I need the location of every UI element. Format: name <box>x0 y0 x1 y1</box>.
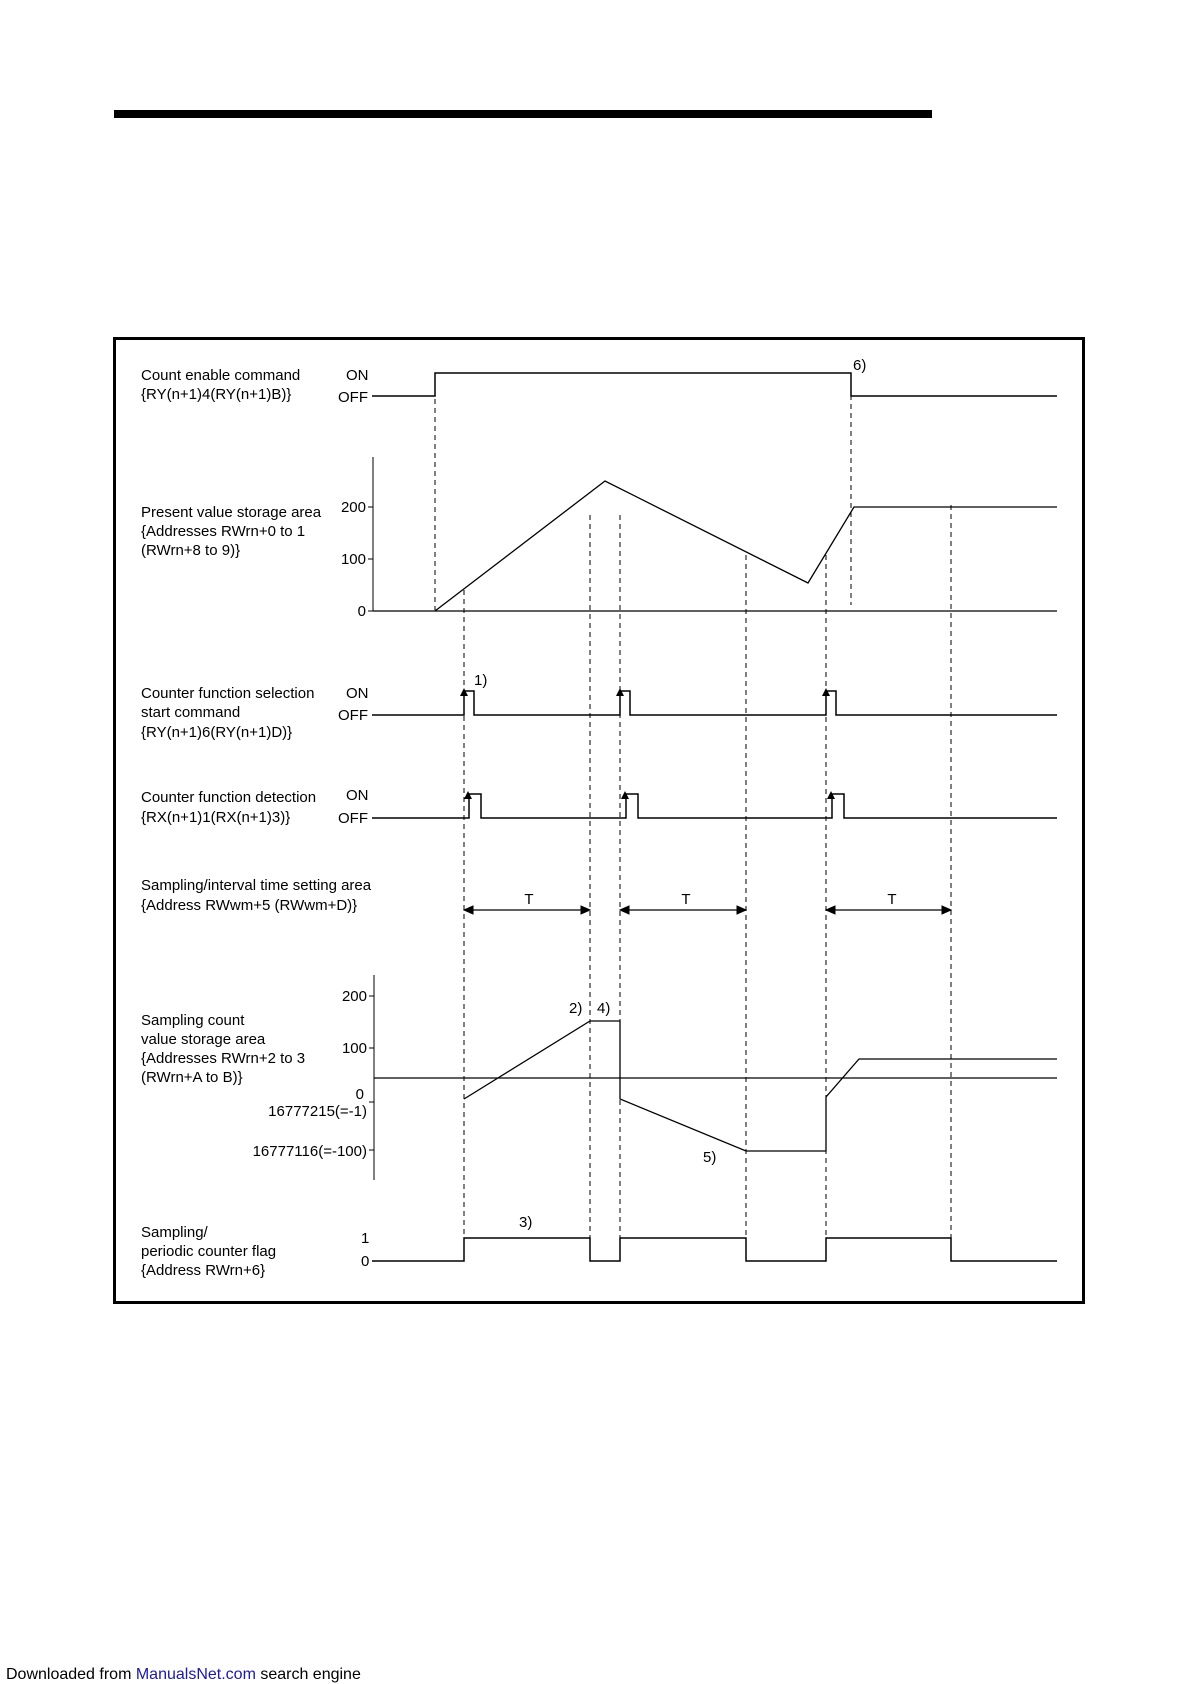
note-2: 2) <box>569 1000 583 1017</box>
count-enable-group <box>141 357 1057 406</box>
period-label: T <box>887 891 897 908</box>
present-value-label-3: (RWrn+8 to 9)} <box>141 542 241 559</box>
counter-select-label-3: {RY(n+1)6(RY(n+1)D)} <box>141 724 293 741</box>
counter-select-group <box>141 672 1057 741</box>
sampling-count-tick-label: 0 <box>355 1086 364 1103</box>
sampling-flag-group <box>141 1214 1057 1279</box>
counter-detect-on-label: ON <box>346 787 369 804</box>
sampling-count-curve <box>464 1021 1057 1151</box>
sampling-time-group <box>141 877 951 914</box>
sampling-count-tick-label: 200 <box>341 988 367 1005</box>
pulse-arrow <box>822 688 830 696</box>
count-enable-off-label: OFF <box>338 389 368 406</box>
counter-detect-waveform <box>372 794 1057 818</box>
counter-detect-off-label: OFF <box>338 810 368 827</box>
count-enable-label-1: Count enable command <box>141 367 301 384</box>
pulse-arrow <box>616 688 624 696</box>
sampling-time-label-2: {Address RWwm+5 (RWwm+D)} <box>141 897 358 914</box>
counter-detect-group <box>141 787 1057 827</box>
sampling-flag-low-label: 0 <box>361 1253 370 1270</box>
footer-prefix: Downloaded from <box>6 1666 136 1683</box>
note-1: 1) <box>474 672 488 689</box>
sampling-count-tick-label: 16777215(=-1) <box>268 1103 367 1120</box>
dashed-guides <box>435 390 951 1250</box>
present-value-tick-label: 0 <box>357 603 366 620</box>
period-label: T <box>524 891 534 908</box>
sampling-count-group <box>141 975 1057 1180</box>
count-enable-label-2: {RY(n+1)4(RY(n+1)B)} <box>141 386 292 403</box>
counter-select-on-label: ON <box>346 685 369 702</box>
present-value-group <box>141 457 1057 620</box>
sampling-flag-high-label: 1 <box>361 1230 370 1247</box>
present-value-tick-label: 200 <box>340 499 366 516</box>
note-3: 3) <box>519 1214 533 1231</box>
pulse-arrow <box>460 688 468 696</box>
counter-detect-label-1: Counter function detection <box>141 789 317 806</box>
sampling-flag-label-1: Sampling/ <box>141 1224 208 1241</box>
footer <box>6 1666 361 1684</box>
count-enable-waveform <box>372 373 1057 396</box>
counter-select-off-label: OFF <box>338 707 368 724</box>
sampling-flag-waveform <box>372 1238 1057 1261</box>
note-4: 4) <box>597 1000 611 1017</box>
sampling-time-label-1: Sampling/interval time setting area <box>141 877 372 894</box>
counter-select-label-2: start command <box>141 704 241 721</box>
sampling-count-tick-label: 16777116(=-100) <box>252 1143 367 1160</box>
counter-detect-label-2: {RX(n+1)1(RX(n+1)3)} <box>141 809 291 826</box>
footer-suffix: search engine <box>255 1666 361 1683</box>
period-label: T <box>681 891 691 908</box>
sampling-count-label-4: (RWrn+A to B)} <box>141 1069 243 1086</box>
present-value-label-2: {Addresses RWrn+0 to 1 <box>141 523 306 540</box>
counter-select-label-1: Counter function selection <box>141 685 315 702</box>
counter-select-waveform <box>372 691 1057 715</box>
present-value-label-1: Present value storage area <box>141 504 322 521</box>
count-enable-on-label: ON <box>346 367 369 384</box>
sampling-count-label-3: {Addresses RWrn+2 to 3 <box>141 1050 306 1067</box>
sampling-flag-label-3: {Address RWrn+6} <box>141 1262 266 1279</box>
pulse-arrow <box>621 791 629 799</box>
present-value-tick-label: 100 <box>340 551 366 568</box>
note-5: 5) <box>703 1149 717 1166</box>
note-6: 6) <box>853 357 867 374</box>
sampling-count-label-1: Sampling count <box>141 1012 245 1029</box>
footer-link[interactable]: ManualsNet.com <box>135 1666 256 1683</box>
sampling-flag-label-2: periodic counter flag <box>141 1243 277 1260</box>
pulse-arrow <box>464 791 472 799</box>
sampling-count-tick-label: 100 <box>341 1040 367 1057</box>
sampling-count-label-2: value storage area <box>141 1031 266 1048</box>
pulse-arrow <box>827 791 835 799</box>
